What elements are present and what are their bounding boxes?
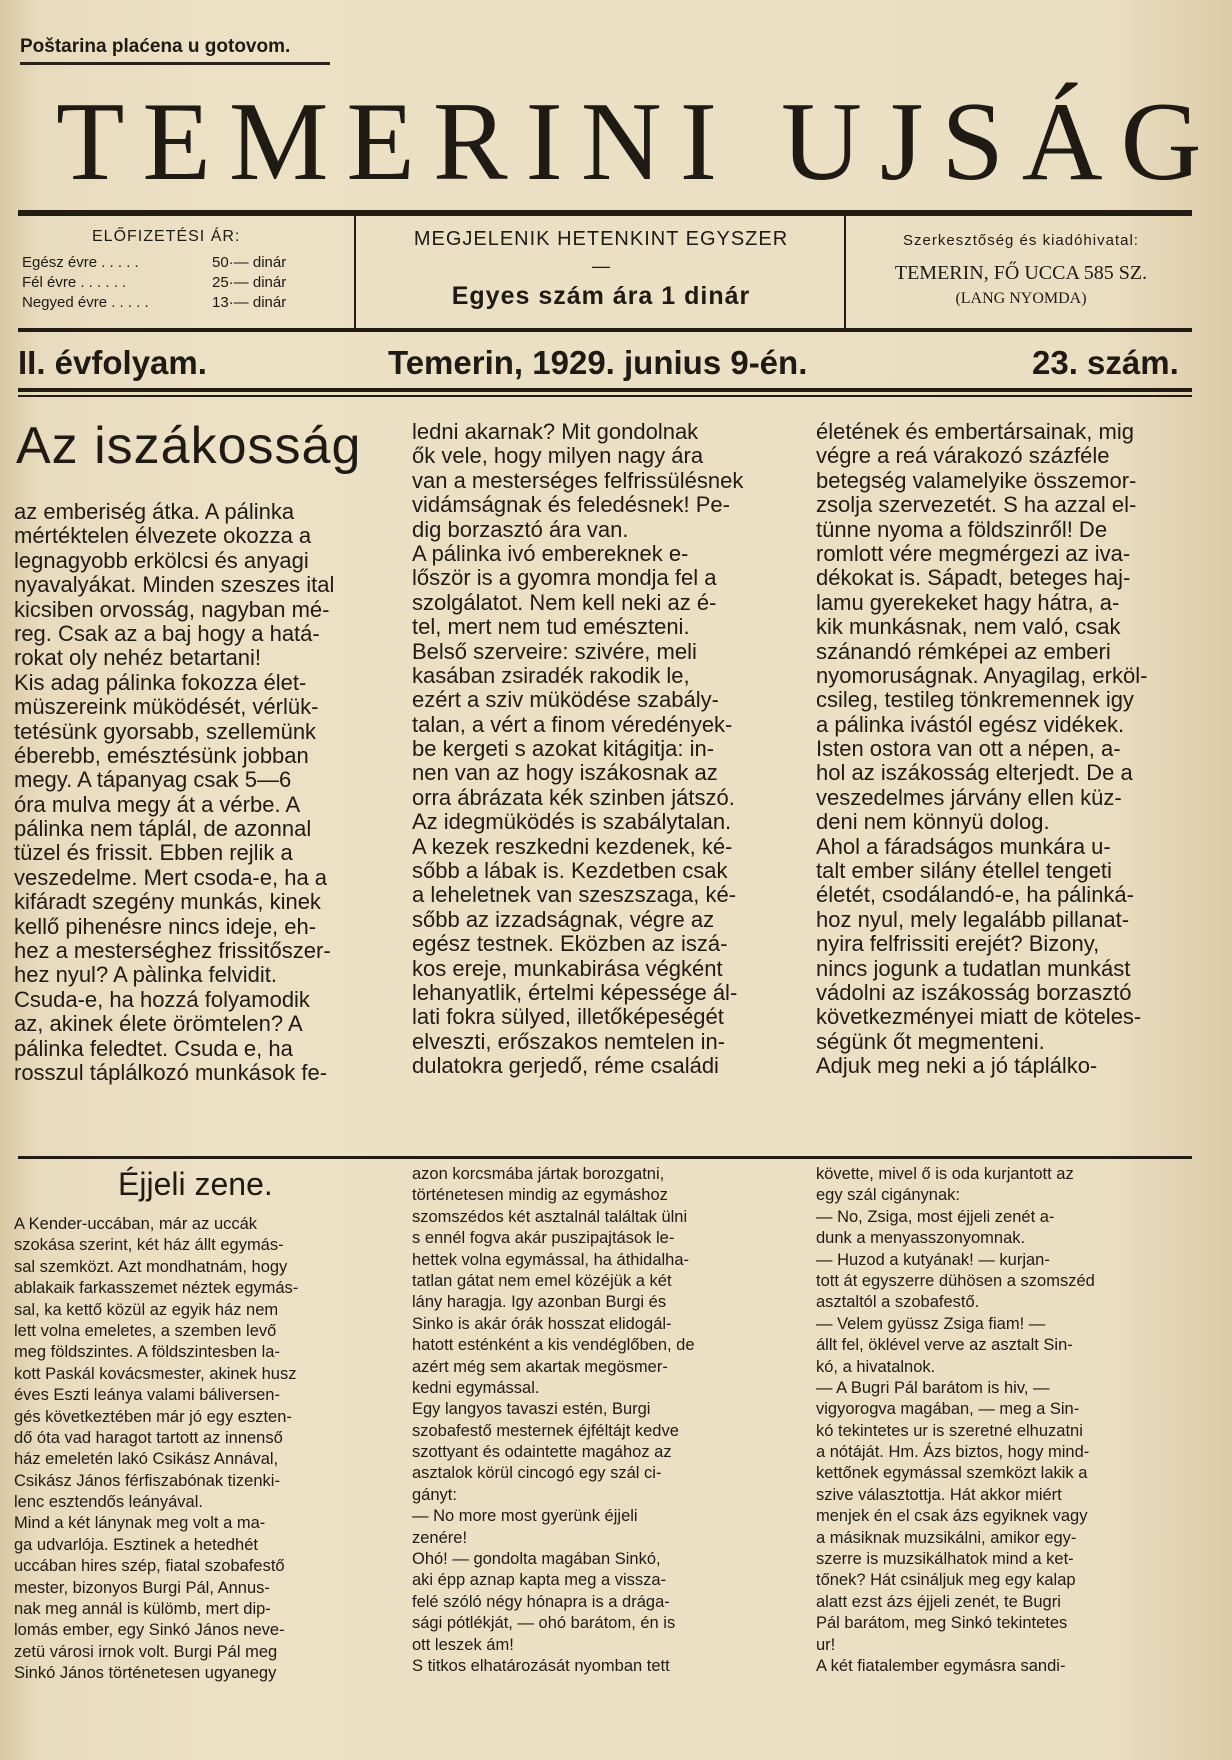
text-line: ablakaik farkasszemet néztek egymás- bbox=[14, 1279, 299, 1298]
text-line: zsolja szervezetét. S ha azzal el- bbox=[816, 493, 1137, 518]
text-line: reg. Csak az a baj hogy a hatá- bbox=[14, 621, 320, 646]
text-line: állt fel, öklével verve az asztalt Sin- bbox=[816, 1336, 1073, 1355]
text-line: nyira felfrissiti erejét? Bizony, bbox=[816, 932, 1100, 957]
article-title: Éjjeli zene. bbox=[118, 1166, 273, 1202]
text-line: felé szóló négy hónapra is a drága- bbox=[412, 1592, 670, 1611]
text-line: pálinka feledtet. Csuda e, ha bbox=[14, 1036, 293, 1061]
text-line: — A Bugri Pál barátom is hiv, — bbox=[816, 1378, 1050, 1397]
text-line: csileg, testileg tönkremennek igy bbox=[816, 688, 1134, 713]
text-line: A kezek reszkedni kezdenek, ké- bbox=[412, 834, 733, 859]
article-column bbox=[14, 500, 386, 1085]
text-line: dékokat is. Sápadt, beteges haj- bbox=[816, 566, 1131, 591]
subscription-row bbox=[22, 294, 287, 311]
info-box-rule bbox=[18, 328, 1192, 332]
text-line: romlott vére megmérgezi az iva- bbox=[816, 541, 1131, 566]
text-line: lati fokra sülyed, illetőképeségét bbox=[412, 1005, 724, 1030]
text-line: sőbb az izzadságnak, végre az bbox=[412, 907, 715, 932]
text-line: óra mulva megy át a vérbe. A bbox=[14, 792, 301, 817]
dateline-rule bbox=[18, 388, 1192, 392]
section-rule bbox=[18, 1156, 1192, 1159]
text-line: alatt ezst ázs éjjeli zenét, te Bugri bbox=[816, 1592, 1061, 1611]
text-line: egész testnek. Eközben az iszá- bbox=[412, 932, 728, 957]
text-line: lőször is a gyomra mondja fel a bbox=[412, 566, 717, 591]
masthead-title: TEMERINI UJSÁG bbox=[56, 80, 1220, 204]
text-line: gés következtében már jó egy eszten- bbox=[14, 1407, 292, 1426]
text-line: Isten ostora van ott a népen, a- bbox=[816, 737, 1121, 762]
text-line: szolgálatot. Nem kell neki az é- bbox=[412, 590, 717, 615]
text-line: lamu gyerekeket hagy hátra, a- bbox=[816, 590, 1120, 615]
text-line: vádolni az iszákosság borzasztó bbox=[816, 980, 1132, 1005]
text-line: nincs jogunk a tudatlan munkást bbox=[816, 956, 1131, 981]
text-line: A két fiatalember egymásra sandi- bbox=[816, 1656, 1066, 1675]
text-line: hettek volna egymással, ha áthidalha- bbox=[412, 1250, 690, 1269]
text-line: a nótáját. Hm. Ázs biztos, hogy mind- bbox=[816, 1443, 1090, 1462]
publication-frequency: MEGJELENIK HETENKINT EGYSZER bbox=[413, 228, 789, 250]
text-line: nak meg annál is külömb, mert dip- bbox=[14, 1600, 271, 1619]
text-line: hol az iszákosság elterjedt. De a bbox=[816, 761, 1133, 786]
text-line: szomszédos két asztalnál találtak ülni bbox=[412, 1207, 688, 1226]
text-line: szokása szerint, két ház állt egymás- bbox=[14, 1236, 284, 1255]
text-line: kellő pihenésre nincs ideje, eh- bbox=[14, 914, 317, 939]
text-line: Csikász János férfiszabónak tizenki- bbox=[14, 1471, 280, 1490]
text-line: éberebb, emésztésünk jobban bbox=[14, 743, 309, 768]
text-line: kicsiben orvosság, nagyban mé- bbox=[14, 597, 330, 622]
subscription-row bbox=[22, 254, 287, 271]
text-line: Sinkó János történetesen ugyanegy bbox=[14, 1664, 277, 1683]
text-line: müszereink müködését, vérlük- bbox=[14, 695, 319, 720]
text-line: végre a reá várakozó százféle bbox=[816, 444, 1110, 469]
text-line: azért még sem akartak megösmer- bbox=[412, 1357, 668, 1376]
text-line: a pálinka ivástól egész vidékek. bbox=[816, 712, 1125, 737]
text-line: A Kender-uccában, már az uccák bbox=[14, 1215, 258, 1233]
text-line: életének és embertársainak, mig bbox=[816, 420, 1134, 444]
text-line: ezért a sziv müködése szabály- bbox=[412, 688, 719, 713]
text-line: a leheletnek van szeszszaga, ké- bbox=[412, 883, 737, 908]
text-line: ott leszek ám! bbox=[412, 1635, 514, 1654]
text-line: Adjuk meg neki a jó táplálko- bbox=[816, 1054, 1098, 1079]
issue-number: 23. szám. bbox=[1032, 344, 1179, 381]
text-line: meg földszintes. A földszintesben la- bbox=[14, 1343, 280, 1362]
text-line: sal szemközt. Azt mondhatnám, hogy bbox=[14, 1257, 288, 1276]
article-column bbox=[816, 1164, 1196, 1677]
text-line: életét, csodálandó-e, ha pálinká- bbox=[816, 883, 1134, 908]
text-line: a másiknak muzsikálni, amikor egy- bbox=[816, 1528, 1077, 1547]
text-line: hoz nyul, mely legalább pillanat- bbox=[816, 907, 1130, 932]
dateline-rule-thin bbox=[18, 395, 1192, 397]
text-line: történetesen mindig az egymáshoz bbox=[412, 1186, 668, 1205]
text-line: lány haragja. Igy azonban Burgi és bbox=[412, 1293, 667, 1312]
text-line: nyomoruságnak. Anyagilag, erköl- bbox=[816, 663, 1148, 688]
text-line: lomás ember, egy Sinkó János neve- bbox=[14, 1621, 285, 1640]
volume: II. évfolyam. bbox=[18, 344, 207, 381]
text-line: talan, a vért a finom véredények- bbox=[412, 712, 733, 737]
text-line: szottyant és odaintette magához az bbox=[412, 1443, 672, 1462]
text-line: tetésünk gyorsabb, szellemünk bbox=[14, 719, 317, 744]
text-line: azon korcsmába jártak borozgatni, bbox=[412, 1165, 665, 1183]
text-line: Ohó! — gondolta magában Sinkó, bbox=[412, 1550, 661, 1569]
issue-price: Egyes szám ára 1 dinár bbox=[451, 282, 751, 310]
text-line: kó tekintetes ur is szeretné elhuzatni bbox=[816, 1421, 1083, 1440]
text-line: vidámságnak és feledésnek! Pe- bbox=[412, 493, 730, 518]
text-line: rosszul táplálkozó munkások fe- bbox=[14, 1060, 328, 1085]
subscription-price: 50·— dinár bbox=[212, 254, 287, 271]
text-line: ők vele, hogy milyen nagy ára bbox=[412, 444, 704, 469]
text-line: van a mesterséges felfrissülésnek bbox=[412, 468, 744, 493]
text-line: kó, a hivatalnok. bbox=[816, 1357, 936, 1376]
text-line: Egy langyos tavaszi estén, Burgi bbox=[412, 1400, 651, 1419]
text-line: hez nyul? A pàlinka felvidit. bbox=[14, 963, 277, 988]
text-line: Mind a két lánynak meg volt a ma- bbox=[14, 1514, 266, 1533]
masthead-rule bbox=[18, 210, 1192, 216]
text-line: rokat oly nehéz betartani! bbox=[14, 646, 262, 671]
text-line: veszedelmes járvány ellen küz- bbox=[816, 785, 1122, 810]
text-line: hatott esténként a kis vendéglőben, de bbox=[412, 1336, 695, 1355]
text-line: kik munkásnak, nem való, csak bbox=[816, 615, 1121, 640]
text-line: elveszti, erőszakos nemtelen in- bbox=[412, 1029, 726, 1054]
text-line: Pál barátom, meg Sinkó tekintetes bbox=[816, 1614, 1068, 1633]
text-line: szerre is muzsikálhatok mind a ket- bbox=[816, 1550, 1074, 1569]
subscription-price: 13·— dinár bbox=[212, 294, 287, 311]
text-line: menjek én el csak ázs egyiknek vagy bbox=[816, 1507, 1088, 1526]
subscription-title: ELŐFIZETÉSI ÁR: bbox=[92, 228, 241, 245]
text-line: tatlan gátat nem emel közéjük a két bbox=[412, 1271, 672, 1290]
text-line: szánandó rémképei az emberi bbox=[816, 639, 1111, 664]
text-line: tünne nyoma a földszinről! De bbox=[816, 517, 1108, 542]
text-line: tott át egyszerre dühösen a szomszéd bbox=[816, 1271, 1095, 1290]
article-title: Az iszákosság bbox=[16, 417, 362, 475]
text-line: megy. A tápanyag csak 5—6 bbox=[14, 768, 292, 793]
text-line: — No, Zsiga, most éjjeli zenét a- bbox=[816, 1207, 1055, 1226]
text-line: lett volna emeletes, a szemben levő bbox=[14, 1321, 277, 1340]
text-line: ga udvarlója. Esztinek a hetedhét bbox=[14, 1535, 258, 1554]
editorial-title: Szerkesztőség és kiadóhivatal: bbox=[903, 232, 1139, 249]
text-line: sági pótlékját, — ohó barátom, én is bbox=[412, 1614, 676, 1633]
frequency-dash: — bbox=[592, 256, 610, 276]
text-line: mester, bizonyos Burgi Pál, Annus- bbox=[14, 1578, 270, 1597]
text-line: betegség valamelyike összemor- bbox=[816, 468, 1137, 493]
text-line: szobafestő mesternek éjféltájt kedve bbox=[412, 1421, 679, 1440]
text-line: ségünk őt megmenteni. bbox=[816, 1029, 1045, 1054]
article-column bbox=[14, 1214, 394, 1685]
text-line: kedni egymással. bbox=[412, 1378, 540, 1397]
text-line: asztalok körül cincogó egy szál ci- bbox=[412, 1464, 662, 1483]
text-line: hez a mesterséghez frissitőszer- bbox=[14, 939, 331, 964]
text-line: vigyorogva magában, — meg a Sin- bbox=[816, 1400, 1080, 1419]
postal-notice: Poštarina plaćena u gotovom. bbox=[20, 36, 330, 65]
text-line: ház emeletén lakó Csikász Annával, bbox=[14, 1450, 279, 1469]
text-line: dunk a menyasszonyomnak. bbox=[816, 1229, 1026, 1248]
text-line: tel, mert nem tud emészteni. bbox=[412, 615, 690, 640]
text-line: sőbb a lábak is. Kezdetben csak bbox=[412, 859, 728, 884]
article-column bbox=[816, 420, 1194, 1079]
editorial-address: TEMERIN, FŐ UCCA 585 SZ. bbox=[894, 262, 1148, 284]
text-line: Kis adag pálinka fokozza élet- bbox=[14, 670, 307, 695]
text-line: — Velem gyüssz Zsiga fiam! — bbox=[816, 1314, 1046, 1333]
text-line: deni nem könnyü dolog. bbox=[816, 810, 1050, 835]
article-column bbox=[412, 420, 792, 1079]
text-line: Belső szerveire: szivére, meli bbox=[412, 639, 697, 664]
text-line: dig borzasztó ára van. bbox=[412, 517, 629, 542]
text-line: A pálinka ivó embereknek e- bbox=[412, 541, 689, 566]
subscription-row bbox=[22, 274, 287, 291]
text-line: követte, mivel ő is oda kurjantott az bbox=[816, 1165, 1074, 1183]
text-line: uccában hires szép, fiatal szobafestő bbox=[14, 1557, 285, 1576]
subscription-period: Negyed évre . . . . . bbox=[22, 294, 149, 311]
subscription-period: Egész évre . . . . . bbox=[22, 254, 139, 271]
text-line: kasában zsiradék rakodik le, bbox=[412, 663, 690, 688]
text-line: S titkos elhatározását nyomban tett bbox=[412, 1656, 670, 1675]
subscription-price: 25·— dinár bbox=[212, 274, 287, 291]
text-line: talt ember silány étellel tengeti bbox=[816, 859, 1112, 884]
issue-date: Temerin, 1929. junius 9-én. bbox=[388, 344, 808, 381]
text-line: Az idegmüködés is szabálytalan. bbox=[412, 810, 732, 835]
text-line: dő óta vad haragot tartott az innenső bbox=[14, 1428, 283, 1447]
text-line: tőnek? Hát csináljuk meg egy kalap bbox=[816, 1571, 1076, 1590]
text-line: nyavalyákat. Minden szeszes ital bbox=[14, 573, 335, 598]
text-line: zetü városi irnok volt. Burgi Pál meg bbox=[14, 1642, 278, 1661]
text-line: Ahol a fáradságos munkára u- bbox=[816, 834, 1111, 859]
text-line: zenére! bbox=[412, 1528, 468, 1547]
text-line: gányt: bbox=[412, 1485, 457, 1504]
text-line: legnagyobb erkölcsi és anyagi bbox=[14, 548, 309, 573]
text-line: kettőnek egymással szemközt lakik a bbox=[816, 1464, 1088, 1483]
text-line: lenc esztendős leányával. bbox=[14, 1493, 203, 1512]
text-line: következményei miatt de köteles- bbox=[816, 1005, 1142, 1030]
text-line: veszedelme. Mert csoda-e, ha a bbox=[14, 865, 328, 890]
text-line: kifáradt szegény munkás, kinek bbox=[14, 890, 321, 915]
text-line: pálinka nem táplál, de azonnal bbox=[14, 817, 312, 842]
text-line: — Huzod a kutyának! — kurjan- bbox=[816, 1250, 1050, 1269]
text-line: Csuda-e, ha hozzá folyamodik bbox=[14, 987, 310, 1012]
text-line: szive választottja. Hát akkor miért bbox=[816, 1485, 1062, 1504]
text-line: lehanyatlik, értelmi képessége ál- bbox=[412, 980, 738, 1005]
text-line: be kergeti s azokat kitágitja: in- bbox=[412, 737, 715, 762]
text-line: — No more most gyerünk éjjeli bbox=[412, 1507, 638, 1526]
subscription-period: Fél évre . . . . . . bbox=[22, 274, 127, 291]
text-line: tüzel és frissit. Ebben rejlik a bbox=[14, 841, 293, 866]
article-column bbox=[412, 1164, 792, 1677]
text-line: sal, ka kettő közül az egyik ház nem bbox=[14, 1300, 279, 1319]
text-line: asztaltól a szobafestő. bbox=[816, 1293, 980, 1312]
text-line: éves Eszti leánya valami báliversen- bbox=[14, 1386, 280, 1405]
text-line: nen van az hogy iszákosnak az bbox=[412, 761, 718, 786]
text-line: ur! bbox=[816, 1635, 836, 1654]
text-line: mértéktelen élvezete okozza a bbox=[14, 524, 312, 549]
text-line: az, akinek élete örömtelen? A bbox=[14, 1012, 303, 1037]
text-line: ledni akarnak? Mit gondolnak bbox=[412, 420, 699, 444]
text-line: aki épp aznap kapta meg a vissza- bbox=[412, 1571, 667, 1590]
text-line: s ennél fogva akár puszipajtások le- bbox=[412, 1229, 675, 1248]
text-line: orra ábrázata kék szinben játszó. bbox=[412, 785, 735, 810]
text-line: kott Paskál kovácsmester, akinek husz bbox=[14, 1364, 297, 1383]
text-line: az emberiség átka. A pálinka bbox=[14, 500, 295, 524]
editorial-printer: (LANG NYOMDA) bbox=[955, 290, 1087, 307]
text-line: kos ereje, munkabirása végként bbox=[412, 956, 723, 981]
text-line: dulatokra gerjedő, réme családi bbox=[412, 1054, 719, 1079]
text-line: Sinko is akár órák hosszat elidogál- bbox=[412, 1314, 672, 1333]
text-line: egy szál cigánynak: bbox=[816, 1186, 960, 1205]
